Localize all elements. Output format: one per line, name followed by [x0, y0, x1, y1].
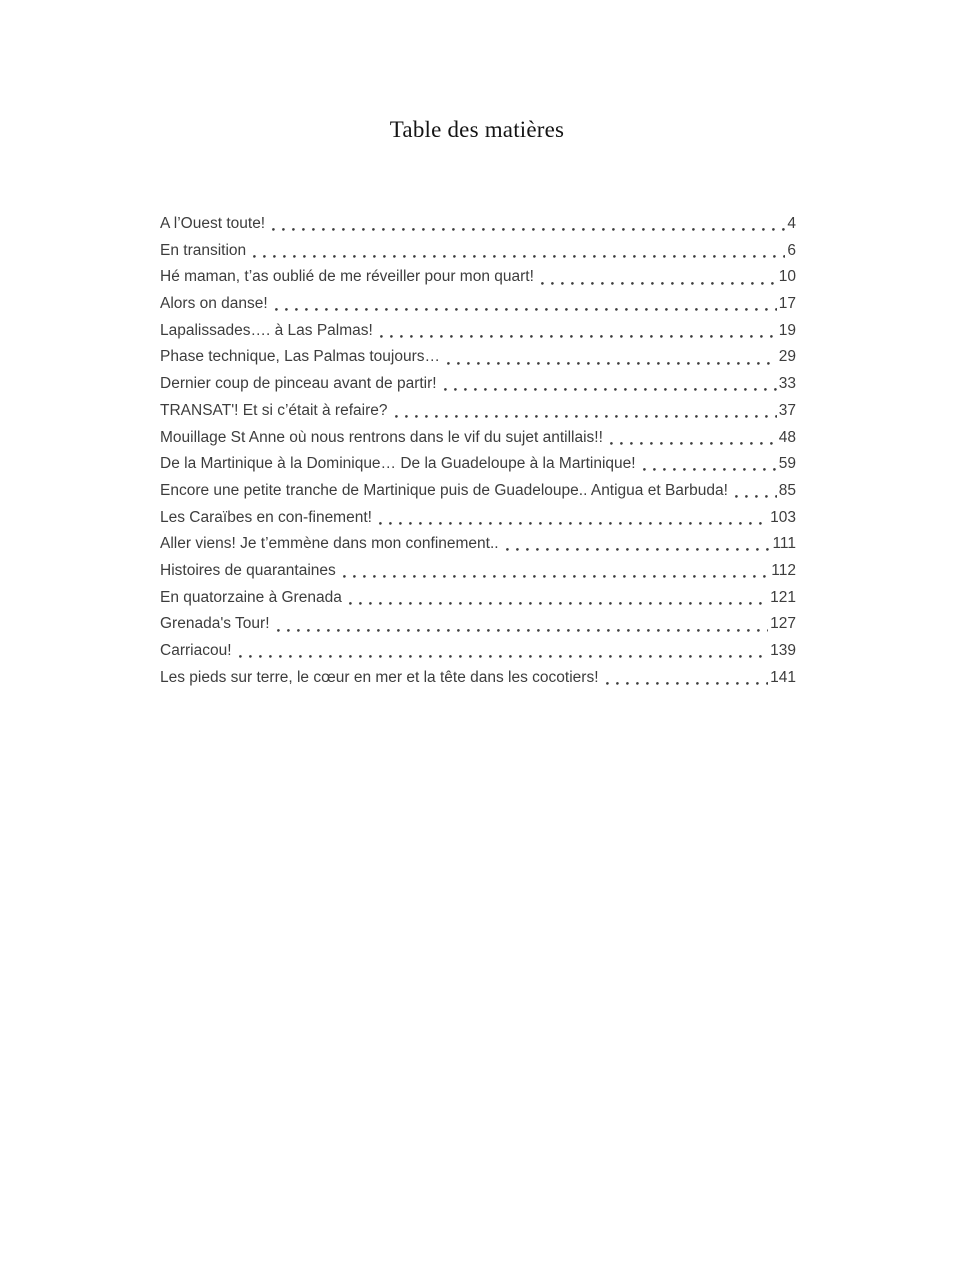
toc-entry-label: Mouillage St Anne où nous rentrons dans le vif du sujet antillais!! — [160, 428, 603, 446]
dot-leader — [253, 255, 785, 258]
toc-entry-label: Grenada's Tour! — [160, 615, 270, 633]
toc-entry[interactable] — [160, 665, 796, 692]
toc-entry[interactable] — [160, 425, 796, 452]
toc-entry[interactable] — [160, 318, 796, 345]
toc-entry-page-number: 17 — [778, 295, 796, 313]
dot-leader — [239, 655, 769, 658]
dot-leader — [277, 629, 769, 632]
toc-entry-label: Histoires de quarantaines — [160, 561, 336, 579]
toc-entry-label: A l’Ouest toute! — [160, 215, 266, 232]
toc-entry-label: En transition — [160, 241, 247, 259]
toc-entry-page-number: 111 — [772, 535, 796, 553]
toc-entry[interactable] — [160, 238, 796, 265]
toc-entry-label: TRANSAT'! Et si c’était à refaire? — [160, 401, 388, 419]
toc-entry-page-number: 29 — [778, 348, 796, 366]
toc-entry-page-number: 141 — [770, 668, 796, 686]
toc-entry-page-number: 121 — [770, 588, 796, 606]
toc-entry-page-number: 85 — [778, 481, 796, 499]
toc-entry-page-number: 4 — [787, 215, 796, 232]
toc-entry[interactable] — [160, 371, 796, 398]
toc-entry[interactable] — [160, 531, 796, 558]
dot-leader — [395, 415, 777, 418]
toc-entry-label: Carriacou! — [160, 642, 232, 659]
toc-entry-page-number: 59 — [778, 455, 796, 473]
toc-entry-label: Aller viens! Je t’emmène dans mon confinement.. — [160, 535, 499, 553]
dot-leader — [541, 282, 777, 285]
toc-entry[interactable] — [160, 451, 796, 478]
toc-entry-page-number: 127 — [770, 615, 796, 633]
toc-list — [160, 211, 796, 691]
toc-entry-page-number: 103 — [770, 508, 796, 526]
toc-entry-label: Dernier coup de pinceau avant de partir! — [160, 375, 437, 393]
dot-leader — [447, 362, 777, 365]
toc-entry[interactable] — [160, 398, 796, 425]
toc-entry-label: Alors on danse! — [160, 295, 268, 313]
dot-leader — [349, 602, 768, 605]
dot-leader — [506, 548, 771, 551]
dot-leader — [380, 335, 777, 338]
toc-entry-page-number: 112 — [771, 561, 796, 579]
toc-entry-label: Hé maman, t’as oublié de me réveiller pour mon quart! — [160, 268, 534, 286]
toc-entry-page-number: 33 — [778, 375, 796, 393]
toc-entry[interactable] — [160, 478, 796, 505]
dot-leader — [643, 468, 777, 471]
toc-entry[interactable] — [160, 211, 796, 238]
toc-entry-label: Les pieds sur terre, le cœur en mer et la tête dans les cocotiers! — [160, 668, 599, 686]
page-title: Table des matières — [389, 117, 565, 142]
toc-entry-label: Lapalissades…. à Las Palmas! — [160, 321, 373, 339]
dot-leader — [735, 495, 777, 498]
toc-entry-label: Les Caraïbes en con-finement! — [160, 508, 372, 526]
toc-entry[interactable] — [160, 505, 796, 532]
toc-entry-label: De la Martinique à la Dominique… De la Guadeloupe à la Martinique! — [160, 455, 636, 473]
toc-entry-page-number: 48 — [778, 428, 796, 446]
toc-entry[interactable] — [160, 638, 796, 665]
toc-entry-page-number: 10 — [778, 268, 796, 286]
dot-leader — [606, 682, 769, 685]
toc-entry-label: Phase technique, Las Palmas toujours… — [160, 348, 441, 366]
toc-entry[interactable] — [160, 558, 796, 585]
toc-entry-page-number: 19 — [778, 321, 796, 339]
toc-entry[interactable] — [160, 611, 796, 638]
toc-entry-page-number: 139 — [770, 642, 796, 659]
toc-entry-page-number: 37 — [778, 401, 796, 419]
toc-entry[interactable] — [160, 291, 796, 318]
dot-leader — [272, 228, 785, 231]
toc-entry-label: Encore une petite tranche de Martinique puis de Guadeloupe.. Antigua et Barbuda! — [160, 481, 728, 499]
toc-entry-label: En quatorzaine à Grenada — [160, 588, 342, 606]
dot-leader — [444, 388, 777, 391]
toc-entry[interactable] — [160, 344, 796, 371]
toc-entry-page-number: 6 — [787, 241, 796, 259]
toc-entry[interactable] — [160, 585, 796, 612]
dot-leader — [610, 442, 777, 445]
toc-entry[interactable] — [160, 264, 796, 291]
dot-leader — [343, 575, 770, 578]
dot-leader — [379, 522, 768, 525]
dot-leader — [275, 308, 777, 311]
